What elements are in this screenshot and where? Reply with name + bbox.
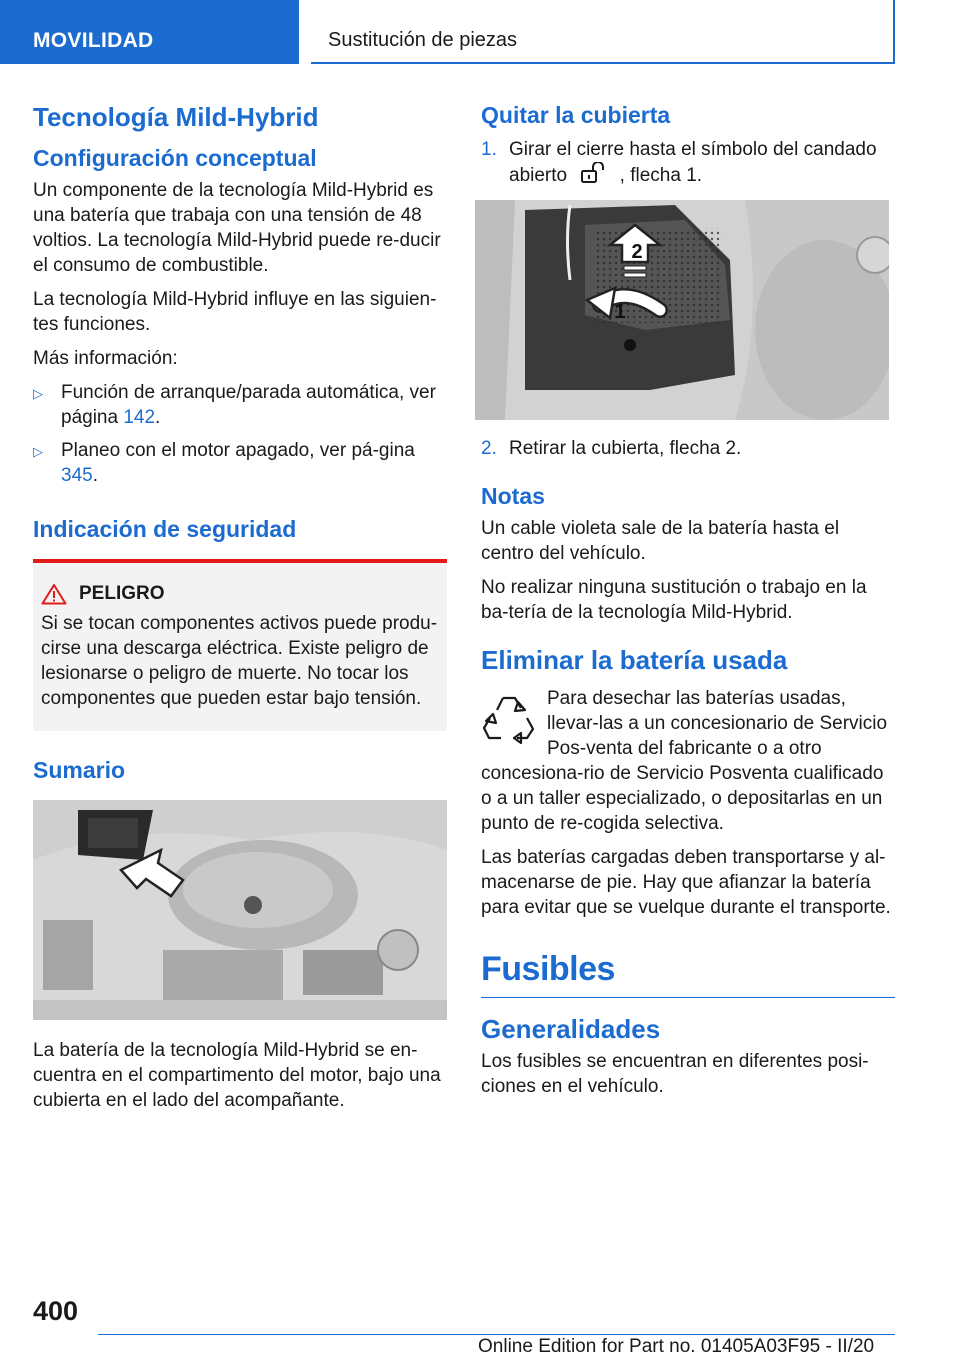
recycle-icon <box>481 688 537 744</box>
notes-heading: Notas <box>481 483 545 509</box>
list-item-label: Planeo con el motor apagado, ver pá‐gina <box>61 440 415 461</box>
concept-heading: Configuración conceptual <box>33 145 317 171</box>
remove-cover-heading: Quitar la cubierta <box>481 102 671 128</box>
page-link-345[interactable]: 345 <box>61 465 93 486</box>
list-item-end: . <box>92 465 98 486</box>
triangle-bullet-icon: ▷ <box>33 386 43 401</box>
general-heading: Generalidades <box>481 1014 661 1044</box>
footer-divider <box>98 1334 895 1335</box>
footer-edition: Online Edition for Part no. 01405A03F95 - II/20 <box>478 1336 875 1357</box>
right-column <box>481 100 895 1108</box>
list-item-end: . <box>155 407 161 428</box>
chapter-title: Tecnología Mild-Hybrid <box>33 102 319 132</box>
header-subsection-tab <box>311 0 895 64</box>
left-column <box>33 100 447 1122</box>
notes-paragraph-1: Un cable violeta sale de la batería hasta el centro del vehículo. <box>481 518 840 564</box>
step-text-b: , flecha 1. <box>619 165 703 186</box>
step-text <box>509 137 895 188</box>
battery-cover-photo <box>475 200 889 420</box>
concept-paragraph-2: La tecnología Mild-Hybrid influye en las siguien‐tes funciones. <box>33 289 437 335</box>
engine-bay-photo <box>33 800 447 1020</box>
danger-warning-box <box>33 559 447 731</box>
warning-title: PELIGRO <box>79 583 165 604</box>
concept-paragraph-1: Un componente de la tecnología Mild-Hybrid es una batería que trabaja con una tensión de 48 voltios. La tecnología Mild-Hybrid puede re‐ducir el consumo de combustible. <box>33 180 441 276</box>
warning-text: Si se tocan componentes activos puede produ‐cirse una descarga eléctrica. Existe peligro de lesionarse o peligro de muerte. No tocar los componentes que pueden estar bajo tensión. <box>41 613 438 709</box>
header-section-tab <box>0 0 299 64</box>
step-text-a: Girar el cierre hasta el símbolo del candado abierto <box>509 139 877 186</box>
photo-arrow-label-1: 1 <box>614 301 626 323</box>
list-item-text <box>61 380 447 430</box>
fuses-heading: Fusibles <box>481 950 615 988</box>
step-number: 2. <box>481 438 497 459</box>
notes-paragraph-2: No realizar ninguna sustitución o trabajo en la ba‐tería de la tecnología Mild-Hybrid. <box>481 577 867 623</box>
photo-arrow-label-2: 2 <box>631 241 643 263</box>
step-item <box>481 137 895 188</box>
page-link-142[interactable]: 142 <box>123 407 156 428</box>
list-item <box>33 380 447 430</box>
triangle-bullet-icon: ▷ <box>33 444 43 459</box>
step-number: 1. <box>481 139 497 160</box>
general-text: Los fusibles se encuentran en diferentes posi‐ciones en el vehículo. <box>481 1051 869 1097</box>
list-item-text <box>61 438 447 488</box>
step-text: Retirar la cubierta, flecha 2. <box>509 438 742 459</box>
warning-title-row <box>41 583 439 605</box>
step-item <box>481 436 895 461</box>
page-number: 400 <box>33 1296 79 1326</box>
dispose-paragraph-2: Las baterías cargadas deben transportarse y al‐macenarse de pie. Hay que afianzar la batería para evitar que se vuelque durante el transporte. <box>481 847 891 918</box>
warning-triangle-icon <box>41 583 67 605</box>
open-padlock-icon <box>576 162 610 184</box>
more-info-label: Más información: <box>33 348 178 369</box>
safety-heading: Indicación de seguridad <box>33 516 297 542</box>
section-divider <box>481 997 895 998</box>
list-item <box>33 438 447 488</box>
list-item-label: Función de arranque/parada automática, ver página <box>61 382 436 428</box>
dispose-battery-heading: Eliminar la batería usada <box>481 645 788 675</box>
summary-text: La batería de la tecnología Mild-Hybrid se en‐cuentra en el compartimento del motor, bajo una cubierta en el lado del acompañante. <box>33 1040 441 1111</box>
dispose-paragraph-1: Para desechar las baterías usadas, llevar‐las a un concesionario de Servicio Pos‐venta del fabricante o a otro concesiona‐rio de Servicio Posventa cualificado o a un taller especializado, o depositarlas en un punto de re‐cogida selectiva. <box>481 688 888 834</box>
summary-heading: Sumario <box>33 757 126 783</box>
header-subsection-label: Sustitución de piezas <box>328 29 518 51</box>
header-section-label: MOVILIDAD <box>33 29 154 52</box>
